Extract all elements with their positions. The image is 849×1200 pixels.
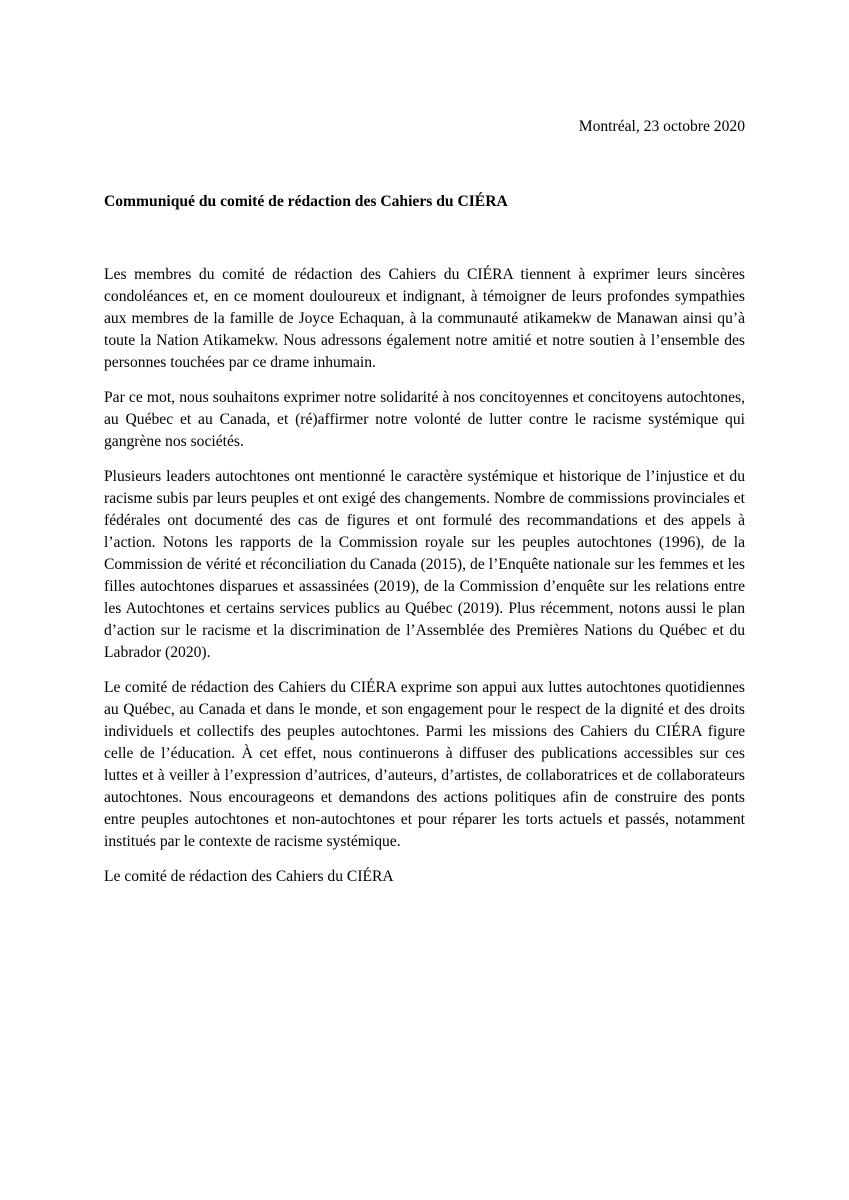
paragraph-condolences: Les membres du comité de rédaction des Cahiers du CIÉRA tiennent à exprimer leurs sincères condoléances et, en ce moment douloureux et indignant, à témoigner de leurs profondes sympathies aux membres de la famille de Joyce Echaquan, à la communauté atikamekw de Manawan ainsi qu’à toute la Nation Atikamekw. Nous adressons également notre amitié et notre soutien à l’ensemble des personnes touchées par ce drame inhumain. [104,266,745,371]
signature: Le comité de rédaction des Cahiers du CIÉRA [104,868,394,885]
document-body [104,264,745,901]
document-title: Communiqué du comité de rédaction des Cahiers du CIÉRA [104,193,508,210]
paragraph-commitment: Le comité de rédaction des Cahiers du CIÉRA exprime son appui aux luttes autochtones quotidiennes au Québec, au Canada et dans le monde, et son engagement pour le respect de la dignité et des droits individuels et collectifs des peuples autochtones. Parmi les missions des Cahiers du CIÉRA figure celle de l’éducation. À cet effet, nous continuerons à diffuser des publications accessibles sur ces luttes et à veiller à l’expression d’autrices, d’auteurs, d’artistes, de collaboratrices et de collaborateurs autochtones. Nous encourageons et demandons des actions politiques afin de construire des ponts entre peuples autochtones et non-autochtones et pour réparer les torts actuels et passés, notamment institués par le contexte de racisme systémique. [104,679,745,850]
paragraph-solidarity: Par ce mot, nous souhaitons exprimer notre solidarité à nos concitoyennes et concitoyens autochtones, au Québec et au Canada, et (ré)affirmer notre volonté de lutter contre le racisme systémique qui gangrène nos sociétés. [104,389,745,450]
paragraph-commissions: Plusieurs leaders autochtones ont mentionné le caractère systémique et historique de l’injustice et du racisme subis par leurs peuples et ont exigé des changements. Nombre de commissions provinciales et fédérales ont documenté des cas de figures et ont formulé des recommandations et des appels à l’action. Notons les rapports de la Commission royale sur les peuples autochtones (1996), de la Commission de vérité et réconciliation du Canada (2015), de l’Enquête nationale sur les femmes et les filles autochtones disparues et assassinées (2019), de la Commission d’enquête sur les relations entre les Autochtones et certains services publics au Québec (2019). Plus récemment, notons aussi le plan d’action sur le racisme et la discrimination de l’Assemblée des Premières Nations du Québec et du Labrador (2020). [104,468,745,661]
date-line: Montréal, 23 octobre 2020 [578,118,745,135]
